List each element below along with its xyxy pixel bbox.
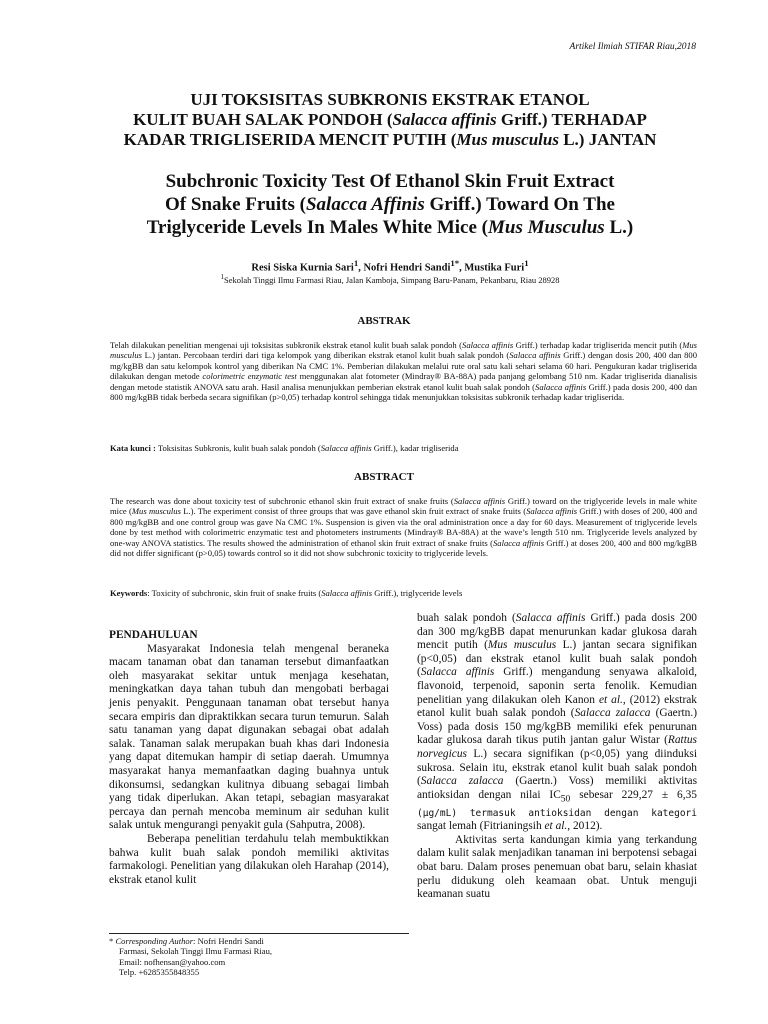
kata-kunci-label: Kata kunci :	[110, 443, 156, 453]
species-name: Salacca zalacca	[574, 707, 651, 720]
body-text: (Gaertn.) Voss) memiliki aktivitas antioksidan dengan nilai IC	[417, 775, 697, 801]
species-name: Salacca affinis	[462, 340, 514, 350]
affiliation	[80, 273, 700, 285]
species-name: Salacca affinis	[321, 588, 373, 598]
abstrak-text: Telah dilakukan penelitian mengenai uji toksisitas subkronik ekstrak etanol kulit buah salak pondoh (	[110, 340, 463, 350]
title-en-species: Mus Musculus	[488, 217, 605, 238]
title-id-text: L.) JANTAN	[558, 130, 657, 149]
abstrak-text: menggunakan alat fotometer (Mindray® BA-88A) pada panjang gelombang 510 nm. Kadar trigliserida dianalisis dengan metode statistik ANOVA satu arah. Hasil analisa menunjukkan pemberian ekstrak etanol kulit buah salak pondoh (	[110, 371, 697, 392]
footnote-phone: Telp. +6285355848355	[119, 967, 200, 978]
pendahuluan-heading: PENDAHULUAN	[109, 629, 198, 641]
species-name: Salacca affinis	[453, 496, 506, 506]
abstract-text: L.). The experiment consist of three groups that was gave ethanol skin fruit extract of snake fruits (	[180, 506, 527, 517]
author-list: Resi Siska Kurnia Sari$^1$, Nofri Hendri Sandi$^{1*}$, Mustika Furi$^1$	[251, 258, 529, 274]
title-id-text: KULIT BUAH SALAK PONDOH (	[133, 110, 393, 129]
abstract-text: The research was done about toxicity test of subchronic ethanol skin fruit extract of snake fruits (	[110, 496, 454, 506]
abstrak-text: Griff.) dengan dosis 200, 400 dan 800 mg/kgBB dan satu kelompok kontrol yang diberikan Na CMC 1%. Pemberian dilakukan melalui rute oral satu kali sehari selama 60 hari. Pengukuran kadar trigliserida dilakukan dengan metode	[110, 350, 697, 382]
title-id-line1: UJI TOKSISITAS SUBKRONIS EKSTRAK ETANOL	[190, 90, 590, 109]
et-al: et al.	[544, 820, 568, 833]
body-text: sebesar 229,27 ± 6,35	[570, 788, 697, 801]
kata-kunci	[110, 443, 697, 453]
abstrak-text: Griff.) terhadap kadar trigliserida mencit putih (	[513, 340, 683, 350]
method-name: colorimetric enzymatic test	[202, 371, 297, 382]
footnote-label: Corresponding Author	[115, 936, 194, 946]
title-en-text: Of Snake Fruits (	[165, 194, 306, 215]
species-name: Salacca affinis	[492, 537, 545, 548]
title-id-species: Salacca affinis	[392, 110, 497, 129]
title-en-species: Salacca Affinis	[305, 194, 425, 215]
running-header: Artikel Ilmiah STIFAR Riau,2018	[569, 42, 696, 52]
author-superscript: 1	[353, 258, 359, 268]
title-id-text: Griff.) TERHADAP	[496, 110, 647, 129]
title-english	[80, 170, 700, 239]
body-text: Griff.) pada dosis 200 dan 300 mg/kgBB dapat menurunkan kadar glukosa darah mencit putih (	[417, 612, 697, 652]
species-name: Mus musculus	[110, 340, 698, 361]
body-text: L.) jantan secara signifikan (p<0,05) dan ekstrak etanol kulit buah salak pondoh (	[417, 639, 697, 679]
species-name: Mus musculus	[131, 506, 181, 517]
kata-kunci-text: Toksisitas Subkronis, kulit buah salak pondoh (	[155, 443, 321, 453]
body-text: , 2012).	[567, 820, 603, 833]
abstract-body	[110, 496, 697, 558]
abstract-text: Griff.) at doses 200, 400 and 800 mg/kgBB did not differ significant (p>0,05) towards control so it did not show subchronic toxicity to triglyceride levels.	[110, 537, 698, 559]
title-id-text: KADAR TRIGLISERIDA MENCIT PUTIH (	[123, 130, 457, 149]
species-name: Salacca affinis	[526, 506, 578, 517]
body-text: (Gaertn.) Voss) pada dosis 150 mg/kgBB memiliki efek penurunan kadar glukosa darah tikus putih jantan galur Wistar (	[417, 707, 697, 747]
abstrak-body	[110, 340, 697, 402]
species-name: Rattus norvegicus	[417, 734, 697, 760]
species-name: Salacca affinis	[320, 443, 372, 453]
body-paragraph: Beberapa penelitian terdahulu telah membuktikkan bahwa kulit buah salak pondoh memiliki aktivitas farmakologi. Penelitian yang dilakukan oleh Harahap (2014), ekstrak etanol kulit	[109, 832, 389, 886]
abstrak-text: L.) jantan. Percobaan terdiri dari tiga kelompok yang diberikan ekstrak etanol kulit buah salak pondoh (	[142, 350, 510, 361]
species-name: Salacca affinis	[420, 666, 495, 679]
footnote-text: : Nofri Hendri Sandi	[193, 936, 264, 946]
abstract-text: Griff.) toward on the triglyceride levels in male white mice (	[110, 496, 697, 517]
body-text: Griff.) mengandung senyawa alkaloid, flavonoid, terpenoid, saponin serta fenolik. Kemudian penelitian yang dilakukan oleh Kanon	[417, 666, 697, 706]
body-column-left	[109, 612, 389, 887]
body-paragraph: Aktivitas serta kandungan kimia yang terkandung dalam kulit salak menjadikan tanaman ini berpotensi sebagai obat baru. Dalam proses penemuan obat baru, selain khasiat perlu didukung oleh keamaan obat. Untuk menguji keamanan suatu	[417, 833, 697, 901]
keywords-text: Griff.), triglyceride levels	[372, 588, 463, 598]
abstrak-heading: ABSTRAK	[357, 315, 411, 327]
footnote-email: Email: nofhensan@yahoo.com	[119, 956, 226, 967]
title-en-line2	[80, 193, 700, 216]
abstrak-text: Griff.) pada dosis 200, 400 dan 800 mg/kgBB tidak berbeda secara signifikan (p>0,05) terhadap kontrol sehingga tidak menunjukkan toksisitas subkronik terhadap kadar trigliserida.	[110, 381, 697, 403]
abstract-text: Griff.) with doses of 200, 400 and 800 mg/kgBB and one control group was gave Na CMC 1%. Suspension is given via the oral administration once a day for 60 days. Measurement of triglyceride levels done by test method with colorimetric enzymatic test and photometers instruments (Mindray® BA-88A) at the wave’s length 510 nm. Triglyceride levels analyzed by one-way ANOVA statistics. The results showed the administration of ethanol skin fruit extract of snake fruits (	[110, 506, 697, 548]
body-text: buah salak pondoh (	[417, 612, 516, 624]
author-superscript: 1	[524, 258, 529, 268]
footnote-line	[109, 936, 409, 946]
abstract-heading: ABSTRACT	[354, 471, 414, 483]
title-en-line1: Subchronic Toxicity Test Of Ethanol Skin Fruit Extract	[165, 171, 615, 192]
ic50-subscript: 50	[560, 794, 571, 804]
species-name: Salacca affinis	[515, 612, 586, 624]
title-en-line3	[80, 216, 700, 239]
body-column-right	[417, 612, 697, 902]
author-name: Mustika Furi	[464, 262, 525, 274]
keywords-label: Keywords	[110, 588, 148, 598]
kata-kunci-text: Griff.), kadar trigliserida	[371, 443, 459, 453]
title-en-text: L.)	[604, 217, 634, 238]
affiliation-text: Sekolah Tinggi Ilmu Farmasi Riau, Jalan Kamboja, Simpang Baru-Panam, Pekanbaru, Riau 28928	[224, 274, 560, 285]
body-text-mono: (μg/mL) termasuk antioksidan dengan kategori	[417, 807, 697, 819]
species-name: Salacca zalacca	[420, 775, 504, 788]
body-paragraph	[417, 612, 697, 834]
author-superscript: 1*	[450, 258, 460, 268]
title-id-line2	[80, 110, 700, 130]
author-name: Nofri Hendri Sandi	[363, 262, 451, 274]
title-en-text: Triglyceride Levels In Males White Mice (	[146, 217, 488, 238]
body-text: L.) secara signifikan (p<0,05) yang diinduksi sukrosa. Selain itu, ekstrak etanol kulit buah salak pondoh (	[417, 747, 697, 788]
author-name: Resi Siska Kurnia Sari	[251, 262, 354, 274]
body-paragraph: Masyarakat Indonesia telah mengenal beraneka macam tanaman obat dan tanaman tersebut dimanfaatkan oleh masyarakat sekitar untuk menjaga kesehatan, meningkatkan daya tahan tubuh dan mengobati berbagai jenis penyakit. Penggunaan tanaman obat tersebut hanya secara empiris dan dipraktikkan secara turun temurun. Salah satu tanaman yang dapat digunakan sebagai obat adalah salak. Tanaman salak merupakan buah khas dari Indonesia yang dapat ditemukan hampir di setiap daerah. Umumnya masyarakat hanya memanfaatkan daging buahnya untuk dikonsumsi, sedangkan kulitnya dibuang sebagai limbah yang tidak diperlukan. Akan tetapi, sebagian masyarakat percaya dan pernah mencoba meminum air seduhan kulit salak untuk mengurangi penyakit gula (Sahputra, 2008).	[109, 642, 389, 832]
footnote	[109, 936, 409, 978]
footnote-line: Farmasi, Sekolah Tinggi Ilmu Farmasi Riau,	[119, 946, 273, 957]
et-al: et al.	[598, 693, 623, 706]
title-id-species: Mus musculus	[456, 130, 559, 149]
title-en-text: Griff.) Toward On The	[424, 194, 615, 215]
keywords	[110, 588, 697, 598]
keywords-text: : Toxicity of subchronic, skin fruit of snake fruits (	[147, 588, 322, 598]
title-indonesian	[80, 90, 700, 150]
affiliation-superscript: 1	[220, 273, 225, 281]
body-text: , (2012) ekstrak etanol kulit buah salak pondoh (	[417, 693, 697, 720]
species-name: Salacca affinis	[509, 350, 561, 361]
species-name: Mus musculus	[487, 639, 557, 652]
body-text: sangat lemah (Fitrianingsih	[417, 820, 545, 833]
footnote-star: *	[109, 936, 116, 946]
footnote-divider	[109, 933, 409, 934]
title-id-line3	[80, 130, 700, 150]
species-name: Salacca affinis	[535, 381, 587, 392]
